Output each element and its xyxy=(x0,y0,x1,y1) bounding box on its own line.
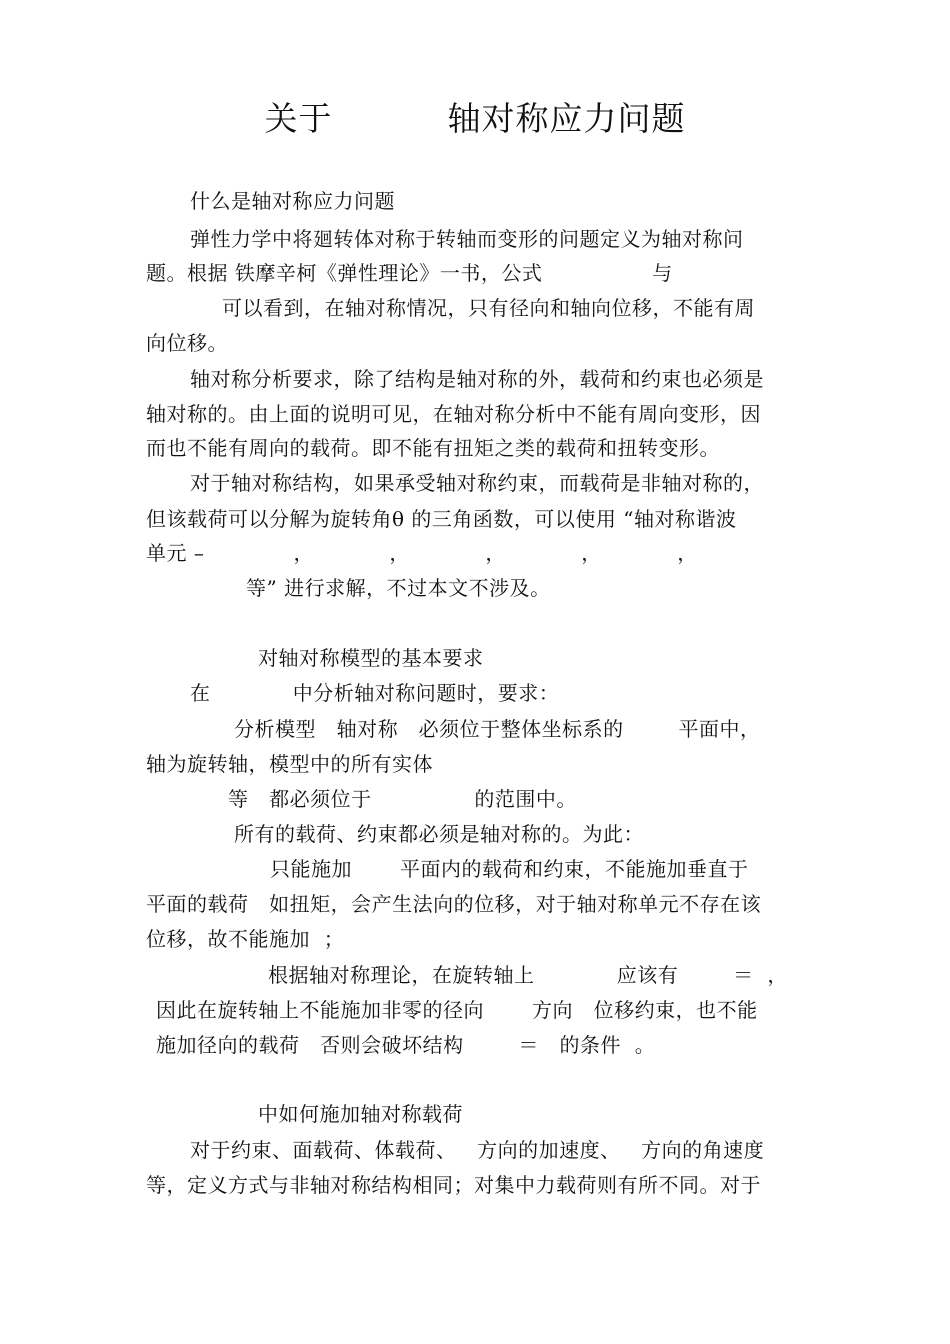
paragraph-line: 轴对称的。由上面的说明可见，在轴对称分析中不能有周向变形，因 xyxy=(146,402,761,426)
paragraph-line: 单元 – ， ， ， ， ， xyxy=(146,541,698,565)
paragraph-line: 可以看到，在轴对称情况，只有径向和轴向位移，不能有周 xyxy=(222,296,755,320)
paragraph-line: 所有的载荷、约束都必须是轴对称的。为此： xyxy=(234,822,644,846)
paragraph-line: 对于轴对称结构，如果承受轴对称约束，而载荷是非轴对称的， xyxy=(190,471,764,495)
paragraph-line: 根据轴对称理论，在旋转轴上 应该有 ＝ ， xyxy=(268,963,788,987)
page-title: 关于 轴对称应力问题 xyxy=(264,99,686,138)
paragraph-line: 弹性力学中将廻转体对称于转轴而变形的问题定义为轴对称问 xyxy=(190,227,744,251)
paragraph-line: 在 中分析轴对称问题时，要求： xyxy=(190,681,560,705)
paragraph-line: 而也不能有周向的载荷。即不能有扭矩之类的载荷和扭转变形。 xyxy=(146,436,720,460)
paragraph-line: 因此在旋转轴上不能施加非零的径向 方向 位移约束，也不能 xyxy=(156,998,758,1022)
paragraph-line: 等，定义方式与非轴对称结构相同；对集中力载荷则有所不同。对于 xyxy=(146,1173,761,1197)
section-heading-loads: 中如何施加轴对称载荷 xyxy=(258,1102,463,1126)
paragraph-line: 轴为旋转轴，模型中的所有实体 xyxy=(146,752,433,776)
paragraph-line: 轴对称分析要求，除了结构是轴对称的外，载荷和约束也必须是 xyxy=(190,367,764,391)
paragraph-line: 对于约束、面载荷、体载荷、 方向的加速度、 方向的角速度 xyxy=(190,1138,765,1162)
section-heading-what-is: 什么是轴对称应力问题 xyxy=(190,189,395,213)
section-heading-requirements: 对轴对称模型的基本要求 xyxy=(258,646,484,670)
paragraph-line: 平面的载荷 如扭矩，会产生法向的位移，对于轴对称单元不存在该 xyxy=(146,892,762,916)
paragraph-line: 施加径向的载荷 否则会破坏结构 ＝ 的条件 。 xyxy=(156,1033,656,1057)
paragraph-line: 向位移。 xyxy=(146,331,228,355)
paragraph-line: 分析模型 轴对称 必须位于整体坐标系的 平面中， xyxy=(234,717,761,741)
paragraph-line: 等 都必须位于 的范围中。 xyxy=(228,787,577,811)
paragraph-line: 题。根据 铁摩辛柯《弹性理论》一书，公式 与 xyxy=(146,261,673,285)
paragraph-line: 位移，故不能施加 ； xyxy=(146,927,345,951)
paragraph-line: 只能施加 平面内的载荷和约束，不能施加垂直于 xyxy=(270,857,749,881)
paragraph-line: 但该载荷可以分解为旋转角θ 的三角函数，可以使用 “轴对称谐波 xyxy=(146,507,737,531)
paragraph-line: 等” 进行求解，不过本文不涉及。 xyxy=(246,576,551,600)
